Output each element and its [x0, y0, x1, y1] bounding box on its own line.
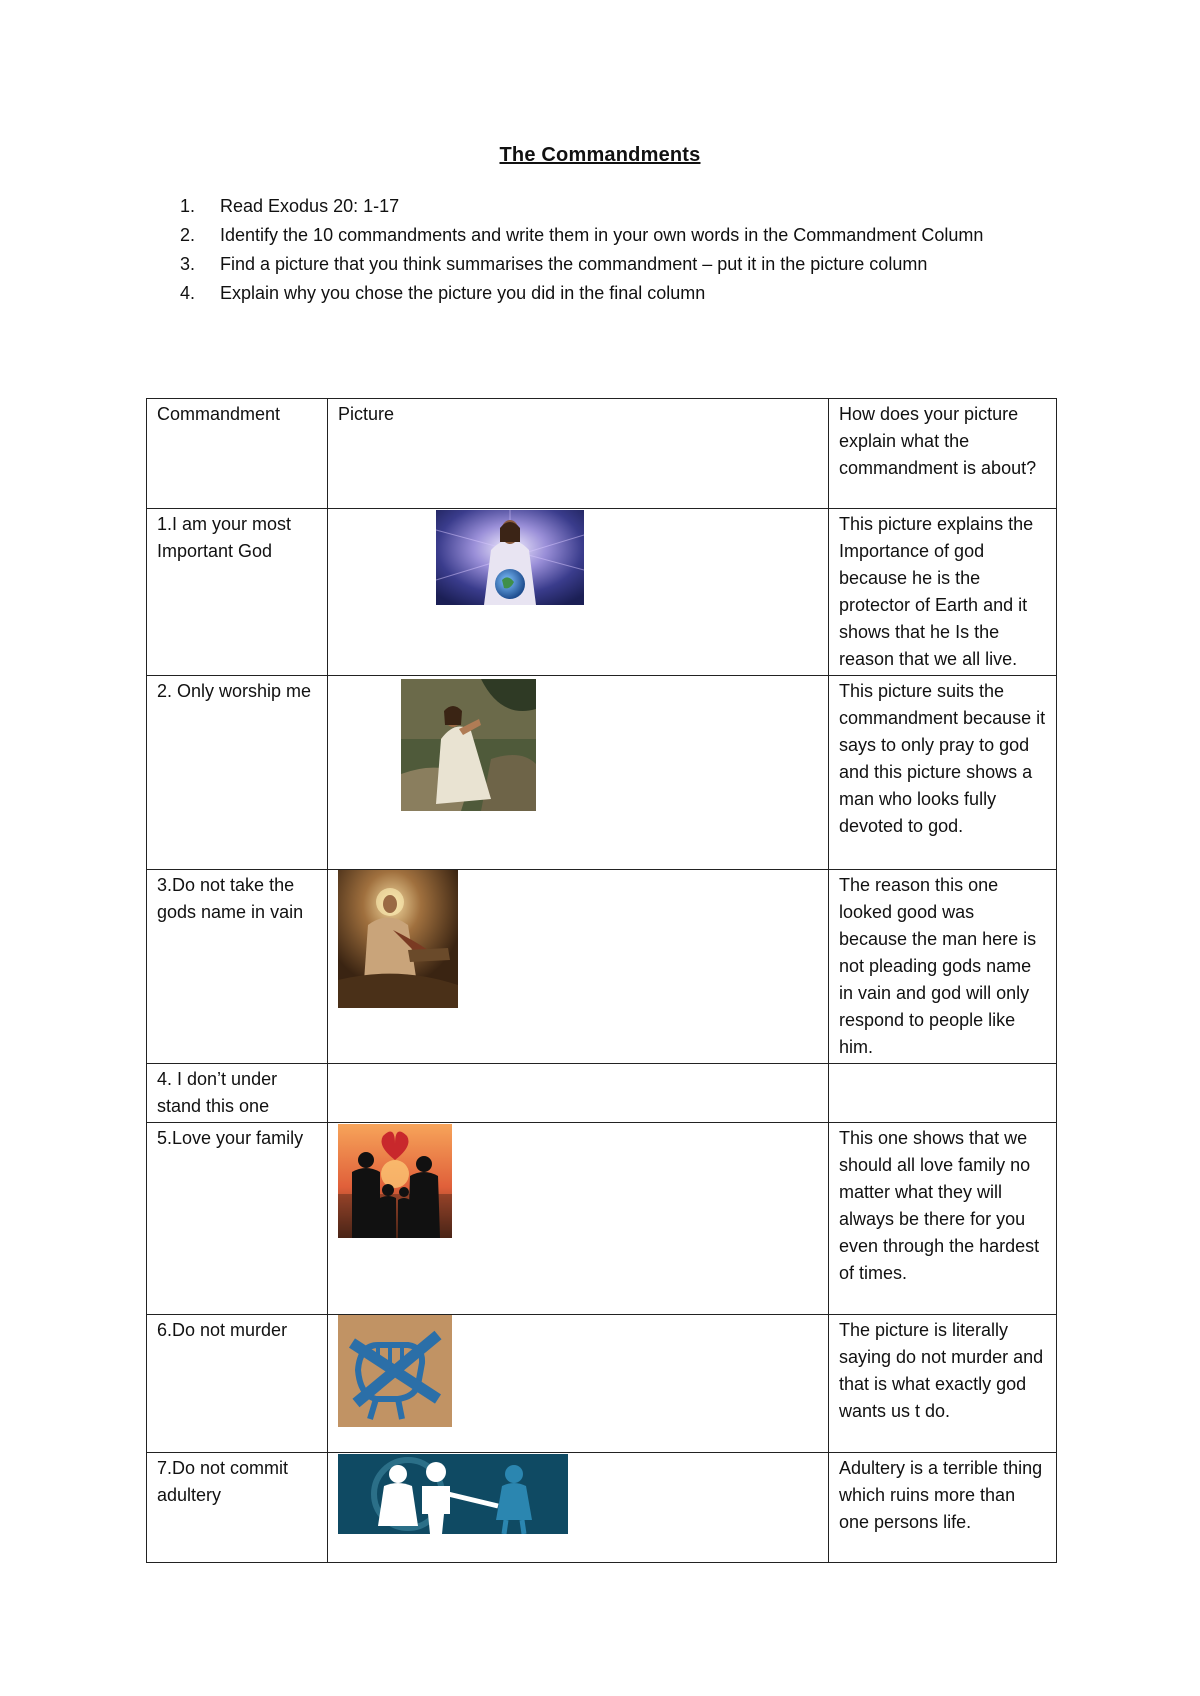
- instruction-item: [180, 221, 1060, 250]
- instruction-text: Identify the 10 commandments and write them in your own words in the Commandment Column: [220, 225, 984, 245]
- commandment-cell: 6.Do not murder: [147, 1315, 328, 1453]
- instruction-item: [180, 250, 1060, 279]
- picture-cell: [328, 1453, 829, 1563]
- picture-cell: [328, 870, 829, 1064]
- picture-cell: [328, 509, 829, 676]
- table-row: [147, 1453, 1057, 1563]
- table-row: [147, 1123, 1057, 1315]
- jesus-praying-rock-image: [401, 679, 536, 811]
- page-title: The Commandments: [499, 144, 701, 166]
- instruction-item: [180, 192, 1060, 221]
- instruction-item: [180, 279, 1060, 308]
- instruction-number: 2.: [180, 225, 196, 245]
- table-row: [147, 870, 1057, 1064]
- crossed-out-fist-image: [338, 1315, 452, 1427]
- explanation-cell: [829, 1064, 1057, 1123]
- commandment-cell: 2. Only worship me: [147, 676, 328, 870]
- commandment-cell: 5.Love your family: [147, 1123, 328, 1315]
- instruction-text: Explain why you chose the picture you did in the final column: [220, 283, 706, 303]
- instruction-text: Read Exodus 20: 1-17: [220, 196, 400, 216]
- picture-cell: [328, 1064, 829, 1123]
- picture-cell: [328, 1123, 829, 1315]
- commandment-cell: 3.Do not take the gods name in vain: [147, 870, 328, 1064]
- explanation-cell: Adultery is a terrible thing which ruins more than one persons life.: [829, 1453, 1057, 1563]
- header-commandment: Commandment: [147, 399, 328, 509]
- table-header-row: [147, 399, 1057, 509]
- table-row: [147, 676, 1057, 870]
- jesus-in-gethsemane-image: [338, 870, 458, 1008]
- commandment-cell: 1.I am your most Important God: [147, 509, 328, 676]
- header-explanation: How does your picture explain what the commandment is about?: [829, 399, 1057, 509]
- explanation-cell: This picture suits the commandment because it says to only pray to god and this picture shows a man who looks fully devoted to god.: [829, 676, 1057, 870]
- table-row: [147, 1315, 1057, 1453]
- commandments-table: [146, 398, 1057, 1563]
- instruction-number: 1.: [180, 196, 196, 216]
- instructions-list: [180, 192, 1060, 308]
- family-silhouette-sunset-image: [338, 1124, 452, 1238]
- instruction-number: 4.: [180, 283, 196, 303]
- instruction-text: Find a picture that you think summarises the commandment – put it in the picture column: [220, 254, 928, 274]
- picture-cell: [328, 676, 829, 870]
- table-row: [147, 509, 1057, 676]
- explanation-cell: This picture explains the Importance of god because he is the protector of Earth and it shows that he Is the reason that we all live.: [829, 509, 1057, 676]
- header-picture: Picture: [328, 399, 829, 509]
- jesus-holding-earth-image: [436, 510, 584, 605]
- commandment-cell: 7.Do not commit adultery: [147, 1453, 328, 1563]
- picture-cell: [328, 1315, 829, 1453]
- instruction-number: 3.: [180, 254, 196, 274]
- commandment-cell: 4. I don’t under stand this one: [147, 1064, 328, 1123]
- table-row: [147, 1064, 1057, 1123]
- explanation-cell: This one shows that we should all love family no matter what they will always be there for you even through the hardest of times.: [829, 1123, 1057, 1315]
- explanation-cell: The reason this one looked good was because the man here is not pleading gods name in vain and god will only respond to people like him.: [829, 870, 1057, 1064]
- couple-and-other-woman-image: [338, 1454, 568, 1534]
- explanation-cell: The picture is literally saying do not murder and that is what exactly god wants us t do.: [829, 1315, 1057, 1453]
